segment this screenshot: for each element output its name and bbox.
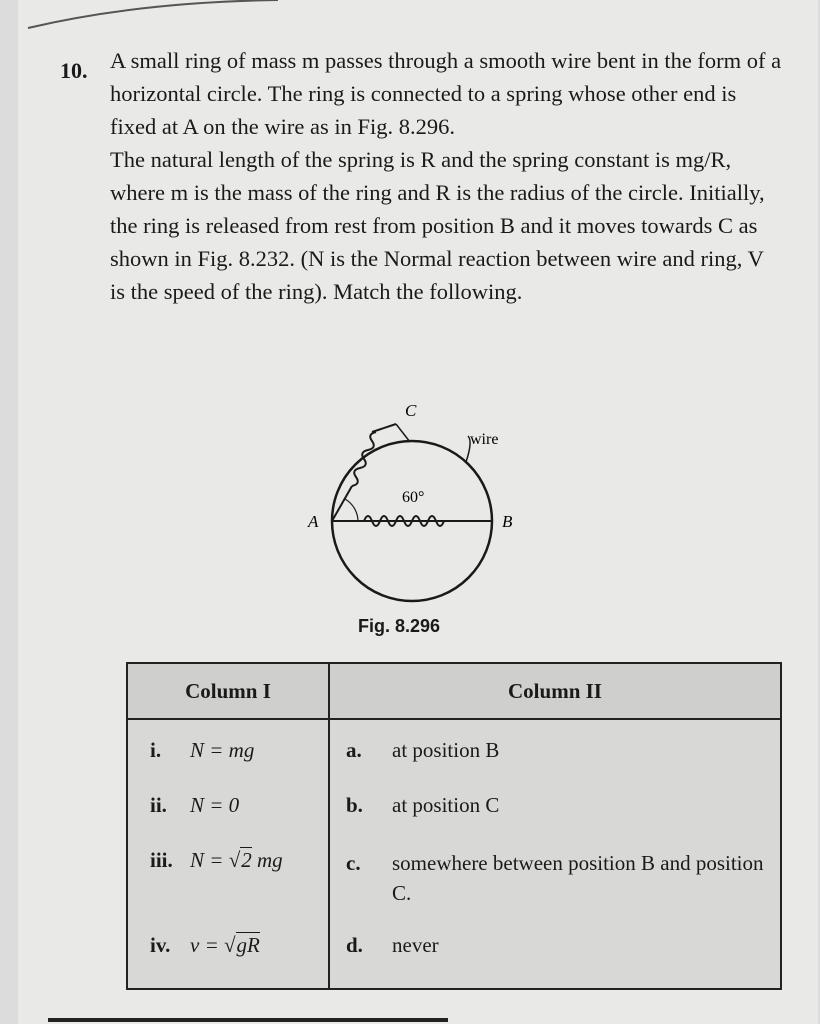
question-number: 10. [60,58,88,83]
col2-item: a. at position B [346,738,500,762]
column-1-cell [127,719,329,989]
col1-item: iii. N = √2 mg [150,848,283,872]
label-c: C [405,401,417,420]
figure-caption: Fig. 8.296 [358,616,441,636]
label-a: A [308,512,319,531]
angle-arc [345,499,358,521]
textbook-page [18,0,818,1024]
col2-item: b. at position C [346,793,500,817]
question-paragraph-1: A small ring of mass m passes through a smooth wire bent in the form of a horizontal circle. The ring is connected to a spring whose other end is fixed at A on the wire as in Fig. 8.296. [110,48,782,139]
ring-pointer [396,424,410,442]
col1-item: i. N = mg [150,738,255,762]
question-paragraph-2: The natural length of the spring is R and the spring constant is mg/R, where m is the mass of the ring and R is the radius of the circle. Initially, the ring is released from rest from position B and it moves towards C as shown in Fig. 8.232. (N is the Normal reaction between wire and ring, V is the speed of the ring). Match the following. [110,147,765,304]
angled-spring-end [372,424,396,432]
angled-spring-coil [352,432,376,486]
label-wire: wire [470,431,499,448]
label-b: B [502,512,513,531]
col1-item: iv. v = √gR [150,933,260,957]
col1-item: ii. N = 0 [150,793,240,817]
ring-spring-figure [298,396,528,611]
question-block [62,44,782,308]
column-2-header: Column II [329,663,781,719]
column-1-header: Column I [127,663,329,719]
label-angle: 60° [402,489,425,506]
col2-item: d. never [346,933,439,957]
match-table [126,662,782,990]
col2-item: c. somewhere between position B and position C. [346,851,764,905]
bottom-rule [48,1018,448,1022]
column-2-cell [329,719,781,989]
page-edge-curve [18,0,818,30]
